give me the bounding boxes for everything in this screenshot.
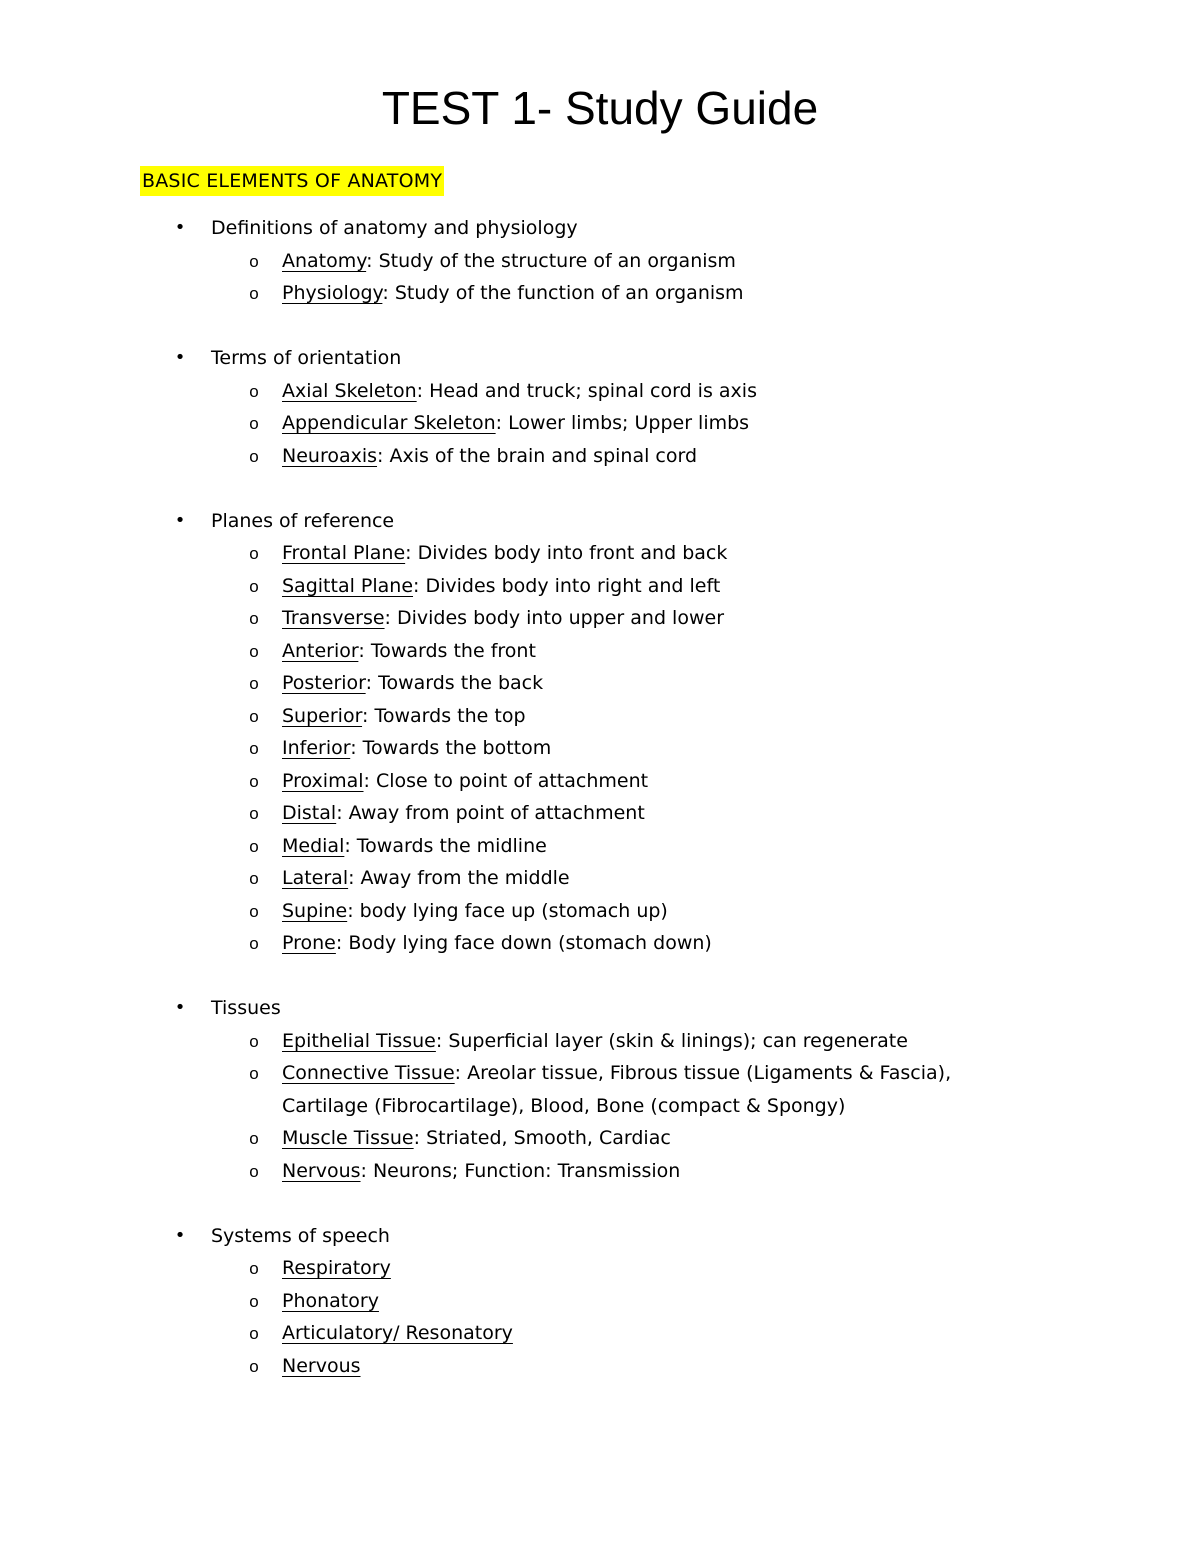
list-item xyxy=(0,895,1200,928)
list-item xyxy=(0,830,1200,863)
term: Medial xyxy=(282,834,345,857)
list-item xyxy=(0,375,1200,408)
bullet-icon: • xyxy=(174,347,186,368)
topic xyxy=(0,212,1200,310)
sub-bullet-icon: o xyxy=(249,1129,259,1148)
term-definition: : Areolar tissue, Fibrous tissue (Ligaments & Fascia), Cartilage (Fibrocartilage), Blood, Bone (compact & Spongy) xyxy=(282,1062,952,1117)
list-item xyxy=(0,797,1200,830)
term-definition: : Towards the back xyxy=(365,672,544,694)
topic-label: Definitions of anatomy and physiology xyxy=(211,217,578,239)
topic-row xyxy=(0,342,1200,375)
sub-bullet-icon: o xyxy=(249,1356,259,1376)
term: Epithelial Tissue xyxy=(282,1029,436,1052)
item-text xyxy=(282,537,1022,570)
document-title: TEST 1- Study Guide xyxy=(381,82,819,134)
term-definition: : body lying face up (stomach up) xyxy=(347,899,668,922)
list-item xyxy=(0,1285,1200,1318)
term-definition: : Neurons; Function: Transmission xyxy=(360,1159,681,1182)
term: Superior xyxy=(282,704,363,727)
list-item xyxy=(0,602,1200,635)
term-definition: : Divides body into front and back xyxy=(405,542,728,564)
list-item xyxy=(0,407,1200,440)
item-text xyxy=(282,895,1022,928)
list-item xyxy=(0,765,1200,798)
term: Distal xyxy=(282,802,337,824)
term-definition: : Away from the middle xyxy=(348,867,570,889)
term: Anatomy xyxy=(282,249,367,272)
term: Neuroaxis xyxy=(282,444,378,467)
sub-list xyxy=(0,1252,1200,1382)
sub-bullet-icon: o xyxy=(249,739,259,758)
list-item xyxy=(0,1317,1200,1350)
sub-bullet-icon: o xyxy=(249,446,259,466)
topic xyxy=(0,342,1200,472)
topic-label: Tissues xyxy=(211,997,281,1019)
term: Lateral xyxy=(282,867,349,889)
term-definition: : Axis of the brain and spinal cord xyxy=(377,444,698,467)
term: Axial Skeleton xyxy=(282,379,417,402)
topic xyxy=(0,992,1200,1187)
term: Nervous xyxy=(282,1159,361,1182)
list-item xyxy=(0,277,1200,310)
item-text xyxy=(282,407,1022,440)
sub-bullet-icon: o xyxy=(249,284,259,303)
section-heading: BASIC ELEMENTS OF ANATOMY xyxy=(140,166,444,196)
term: Appendicular Skeleton xyxy=(282,412,496,434)
item-text xyxy=(282,277,1022,310)
list-item xyxy=(0,927,1200,960)
sub-bullet-icon: o xyxy=(249,544,259,563)
item-text xyxy=(282,700,1022,733)
term-definition: : Towards the top xyxy=(362,704,526,727)
sub-bullet-icon: o xyxy=(249,641,259,661)
bullet-icon: • xyxy=(174,217,186,238)
item-text xyxy=(282,1317,1022,1350)
list-item xyxy=(0,1057,1200,1122)
item-text xyxy=(282,1350,1022,1383)
sub-bullet-icon: o xyxy=(249,1259,259,1278)
term-definition: : Towards the midline xyxy=(344,834,547,857)
list-item xyxy=(0,537,1200,570)
sub-bullet-icon: o xyxy=(249,934,259,953)
list-item xyxy=(0,1155,1200,1188)
sub-list xyxy=(0,537,1200,960)
term: Anterior xyxy=(282,639,359,662)
sub-bullet-icon: o xyxy=(249,1324,259,1343)
term: Proximal xyxy=(282,769,364,792)
term: Physiology xyxy=(282,282,383,304)
term: Nervous xyxy=(282,1354,361,1377)
item-text xyxy=(282,602,1022,635)
sub-bullet-icon: o xyxy=(249,869,259,888)
term: Transverse xyxy=(282,607,385,629)
term-definition: : Striated, Smooth, Cardiac xyxy=(413,1127,671,1149)
term: Phonatory xyxy=(282,1289,379,1312)
item-text xyxy=(282,1057,1022,1122)
sub-bullet-icon: o xyxy=(249,1031,259,1051)
topic-label: Terms of orientation xyxy=(211,347,402,369)
topic-row xyxy=(0,992,1200,1025)
term-definition: : Body lying face down (stomach down) xyxy=(335,932,712,954)
sub-bullet-icon: o xyxy=(249,901,259,921)
item-text xyxy=(282,1252,1022,1285)
sub-bullet-icon: o xyxy=(249,706,259,726)
list-item xyxy=(0,862,1200,895)
bullet-icon: • xyxy=(174,1224,186,1246)
term: Muscle Tissue xyxy=(282,1127,414,1149)
sub-bullet-icon: o xyxy=(249,1161,259,1181)
topic-label: Planes of reference xyxy=(211,509,395,532)
term-definition: : Towards the bottom xyxy=(350,737,552,759)
item-text xyxy=(282,1285,1022,1318)
term: Articulatory/ Resonatory xyxy=(282,1322,513,1344)
term-definition: : Study of the function of an organism xyxy=(382,282,744,304)
bullet-icon: • xyxy=(174,509,186,531)
term-definition: : Divides body into upper and lower xyxy=(384,607,725,629)
term: Supine xyxy=(282,899,348,922)
item-text xyxy=(282,375,1022,408)
bullet-icon: • xyxy=(174,997,186,1018)
topic-row xyxy=(0,212,1200,245)
term-definition: : Towards the front xyxy=(358,639,536,662)
topic-label: Systems of speech xyxy=(211,1224,390,1247)
item-text xyxy=(282,1122,1022,1155)
item-text xyxy=(282,862,1022,895)
topic xyxy=(0,505,1200,960)
item-text xyxy=(282,1155,1022,1188)
item-text xyxy=(282,1025,1022,1058)
sub-list xyxy=(0,375,1200,473)
term: Connective Tissue xyxy=(282,1062,455,1084)
term-definition: : Away from point of attachment xyxy=(336,802,645,824)
topic-list xyxy=(0,212,1200,1382)
sub-bullet-icon: o xyxy=(249,251,259,271)
sub-bullet-icon: o xyxy=(249,674,259,693)
item-text xyxy=(282,732,1022,765)
item-text xyxy=(282,635,1022,668)
list-item xyxy=(0,635,1200,668)
list-item xyxy=(0,440,1200,473)
sub-bullet-icon: o xyxy=(249,836,259,856)
sub-bullet-icon: o xyxy=(249,804,259,823)
item-text xyxy=(282,765,1022,798)
list-item xyxy=(0,1025,1200,1058)
topic-row xyxy=(0,505,1200,538)
term: Posterior xyxy=(282,672,366,694)
list-item xyxy=(0,700,1200,733)
list-item xyxy=(0,245,1200,278)
topic xyxy=(0,1220,1200,1383)
sub-list xyxy=(0,245,1200,310)
sub-list xyxy=(0,1025,1200,1188)
sub-bullet-icon: o xyxy=(249,381,259,401)
sub-bullet-icon: o xyxy=(249,576,259,596)
sub-bullet-icon: o xyxy=(249,1291,259,1311)
list-item xyxy=(0,667,1200,700)
term-definition: : Divides body into right and left xyxy=(413,574,721,597)
sub-bullet-icon: o xyxy=(249,771,259,791)
term: Respiratory xyxy=(282,1257,391,1279)
term-definition: : Close to point of attachment xyxy=(363,769,649,792)
list-item xyxy=(0,732,1200,765)
list-item xyxy=(0,1122,1200,1155)
item-text xyxy=(282,830,1022,863)
list-item xyxy=(0,1252,1200,1285)
item-text xyxy=(282,245,1022,278)
term: Prone xyxy=(282,932,336,954)
term-definition: : Lower limbs; Upper limbs xyxy=(495,412,750,434)
term: Inferior xyxy=(282,737,351,759)
list-item xyxy=(0,1350,1200,1383)
term-definition: : Head and truck; spinal cord is axis xyxy=(416,379,757,402)
item-text xyxy=(282,797,1022,830)
sub-bullet-icon: o xyxy=(249,609,259,628)
item-text xyxy=(282,440,1022,473)
term: Sagittal Plane xyxy=(282,574,414,597)
term: Frontal Plane xyxy=(282,542,406,564)
topic-row xyxy=(0,1220,1200,1253)
term-definition: : Study of the structure of an organism xyxy=(366,249,736,272)
item-text xyxy=(282,570,1022,603)
list-item xyxy=(0,570,1200,603)
item-text xyxy=(282,667,1022,700)
sub-bullet-icon: o xyxy=(249,1064,259,1083)
term-definition: : Superficial layer (skin & linings); can regenerate xyxy=(435,1029,908,1052)
item-text xyxy=(282,927,1022,960)
sub-bullet-icon: o xyxy=(249,414,259,433)
